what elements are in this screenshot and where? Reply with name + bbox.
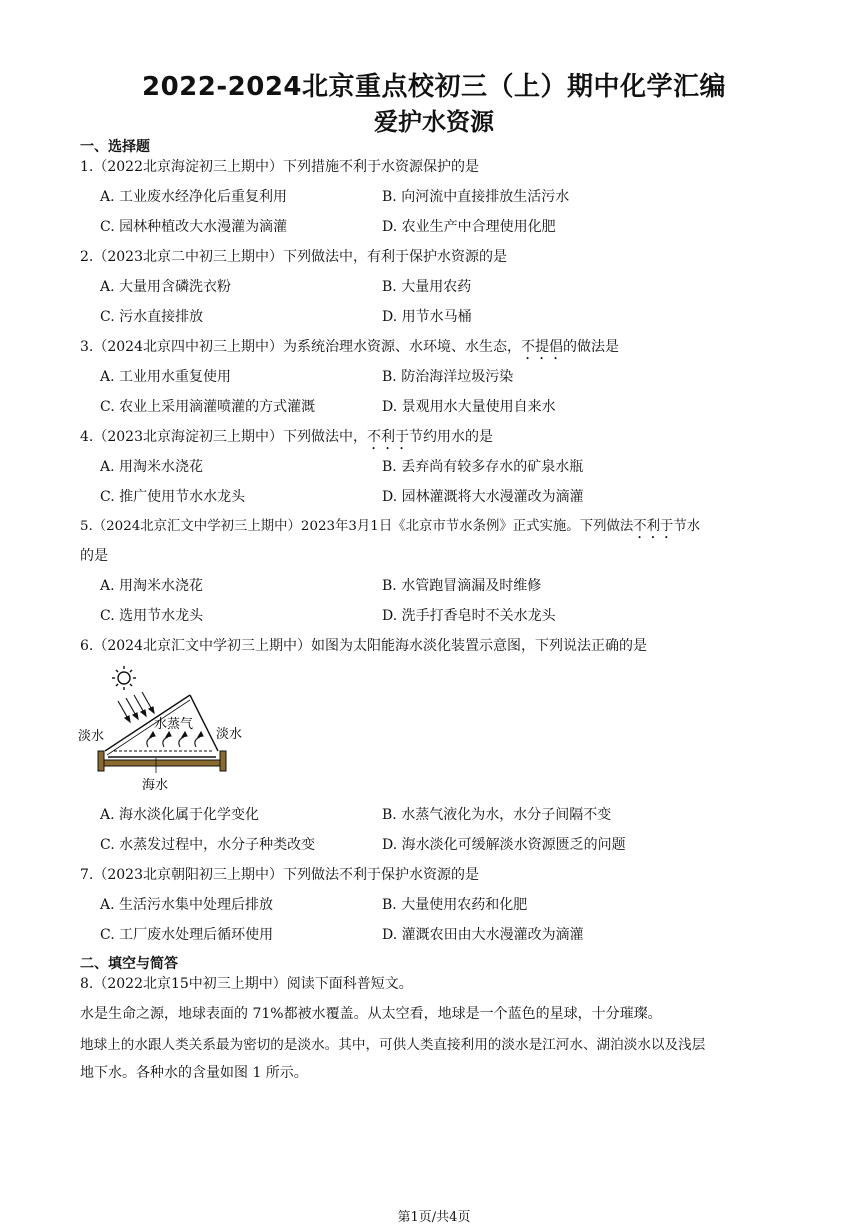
question-3-option-d: D. 景观用水大量使用自来水	[382, 399, 556, 415]
question-5-stem-line2: 的是	[80, 548, 108, 564]
question-2-stem: 2.（2023北京二中初三上期中）下列做法中，有利于保护水资源的是	[80, 249, 507, 265]
question-5-option-a: A. 用淘米水浇花	[100, 578, 204, 594]
question-8-paragraph-3: 地下水。各种水的含量如图 1 所示。	[80, 1065, 308, 1081]
question-8-paragraph-1: 水是生命之源，地球表面的 71%都被水覆盖。从太空看，地球是一个蓝色的星球，十分璀璨。	[80, 1006, 662, 1022]
label-water-vapor: 水蒸气	[154, 717, 194, 732]
question-7-option-a: A. 生活污水集中处理后排放	[100, 897, 274, 913]
question-5-option-c: C. 选用节水龙头	[100, 608, 204, 624]
question-5-option-b: B. 水管跑冒滴漏及时维修	[382, 578, 542, 594]
question-7-option-b: B. 大量使用农药和化肥	[382, 897, 528, 913]
question-8-paragraph-2: 地球上的水跟人类关系最为密切的是淡水。其中，可供人类直接利用的淡水是江河水、湖泊淡水以及浅层	[80, 1037, 706, 1053]
question-2-option-c: C. 污水直接排放	[100, 309, 204, 325]
question-7-option-d: D. 灌溉农田由大水漫灌改为滴灌	[382, 927, 584, 943]
page-subtitle: 爱护水资源	[374, 108, 494, 136]
question-6-stem: 6.（2024北京汇文中学初三上期中）如图为太阳能海水淡化装置示意图，下列说法正确的是	[80, 638, 647, 654]
question-4-stem	[80, 426, 493, 453]
question-3-option-b: B. 防治海洋垃圾污染	[382, 369, 514, 385]
section-heading-choice: 一、选择题	[80, 139, 150, 155]
label-seawater: 海水	[142, 778, 169, 793]
question-3-option-a: A. 工业用水重复使用	[100, 369, 232, 385]
question-5-stem	[80, 515, 700, 542]
question-6-option-b: B. 水蒸气液化为水，水分子间隔不变	[382, 807, 612, 823]
question-5-stem-post: 节水	[673, 519, 701, 534]
tray-left-leg	[98, 751, 104, 771]
question-4-option-a: A. 用淘米水浇花	[100, 459, 204, 475]
question-4-stem-emphasis: 不利于	[367, 429, 409, 445]
question-4-option-d: D. 园林灌溉将大水漫灌改为滴灌	[382, 489, 584, 505]
solar-desalination-figure	[78, 665, 243, 795]
tray-right-leg	[220, 751, 226, 771]
question-1-option-a: A. 工业废水经净化后重复利用	[100, 189, 288, 205]
question-4-stem-post: 节约用水的是	[409, 429, 493, 445]
question-2-option-d: D. 用节水马桶	[382, 309, 472, 325]
question-7-stem: 7.（2023北京朝阳初三上期中）下列做法不利于保护水资源的是	[80, 867, 479, 883]
question-6-option-d: D. 海水淡化可缓解淡水资源匮乏的问题	[382, 837, 626, 853]
page-number: 第1页/共4页	[397, 1210, 471, 1225]
question-1-option-d: D. 农业生产中合理使用化肥	[382, 219, 556, 235]
question-4-option-c: C. 推广使用节水水龙头	[100, 489, 246, 505]
question-1-stem: 1.（2022北京海淀初三上期中）下列措施不利于水资源保护的是	[80, 159, 479, 175]
label-fresh-water-right: 淡水	[216, 727, 243, 742]
question-3-option-c: C. 农业上采用滴灌喷灌的方式灌溉	[100, 399, 316, 415]
question-5-option-d: D. 洗手打香皂时不关水龙头	[382, 608, 556, 624]
question-3-stem-pre: 3.（2024北京四中初三上期中）为系统治理水资源、水环境、水生态，	[80, 339, 521, 355]
question-3-stem-emphasis: 不提倡	[521, 339, 563, 355]
question-4-stem-pre: 4.（2023北京海淀初三上期中）下列做法中，	[80, 429, 367, 445]
page-title: 2022-2024北京重点校初三（上）期中化学汇编	[141, 72, 727, 102]
question-8-stem: 8.（2022北京15中初三上期中）阅读下面科普短文。	[80, 976, 413, 992]
question-5-stem-pre: 5.（2024北京汇文中学初三上期中）2023年3月1日《北京市节水条例》正式实施。下列做法	[80, 519, 634, 534]
question-2-option-a: A. 大量用含磷洗衣粉	[100, 279, 232, 295]
sunlight-arrows	[118, 692, 154, 722]
question-1-option-c: C. 园林种植改大水漫灌为滴灌	[100, 219, 288, 235]
section-heading-fill: 二、填空与简答	[80, 956, 178, 972]
question-6-option-c: C. 水蒸发过程中，水分子种类改变	[100, 837, 316, 853]
question-5-stem-emphasis: 不利于	[633, 519, 674, 534]
question-3-stem	[80, 336, 619, 363]
question-4-option-b: B. 丢弃尚有较多存水的矿泉水瓶	[382, 459, 584, 475]
question-2-option-b: B. 大量用农药	[382, 279, 472, 295]
question-7-option-c: C. 工厂废水处理后循环使用	[100, 927, 274, 943]
vapor-curls	[147, 732, 203, 747]
tray-base	[98, 760, 226, 766]
question-1-option-b: B. 向河流中直接排放生活污水	[382, 189, 570, 205]
question-3-stem-post: 的做法是	[563, 339, 619, 355]
question-6-option-a: A. 海水淡化属于化学变化	[100, 807, 260, 823]
sun-icon	[112, 666, 136, 690]
label-fresh-water-left: 淡水	[78, 729, 105, 744]
